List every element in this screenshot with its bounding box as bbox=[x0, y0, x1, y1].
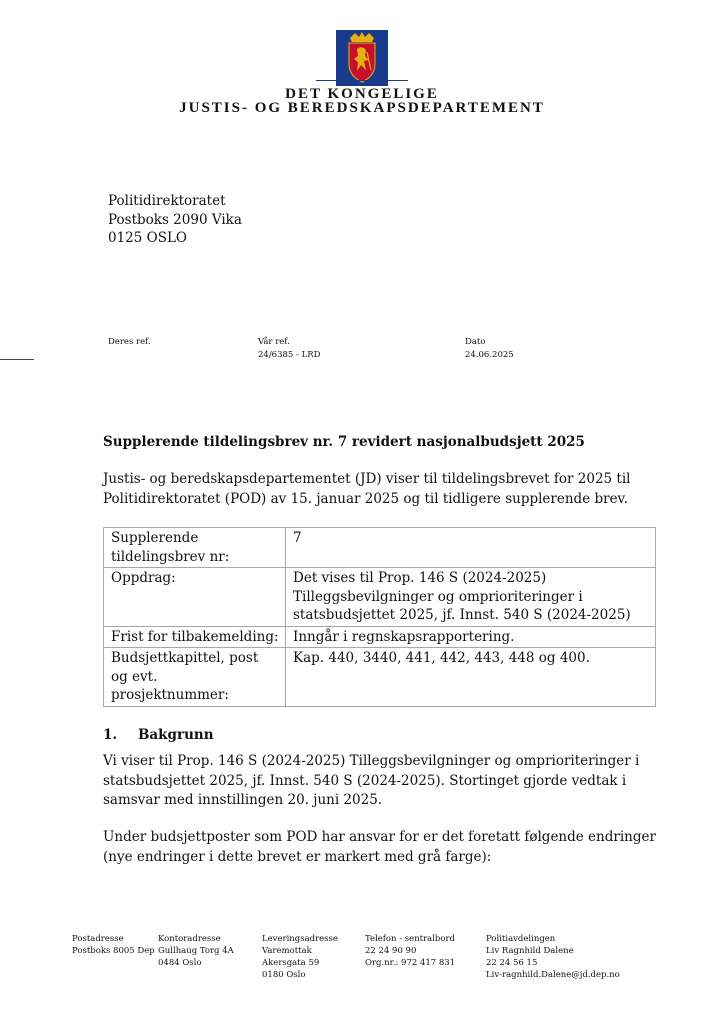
footer-line: Liv Ragnhild Dalene bbox=[486, 946, 574, 956]
footer-line: Akersgata 59 bbox=[262, 958, 320, 968]
deres-ref-label: Deres ref. bbox=[108, 337, 151, 347]
recipient-line: 0125 OSLO bbox=[108, 230, 187, 246]
table-key: Oppdrag: bbox=[104, 568, 286, 627]
ministry-name-line2: JUSTIS- OG BEREDSKAPSDEPARTEMENT bbox=[179, 100, 545, 116]
footer-line: Postboks 8005 Dep bbox=[72, 946, 155, 956]
footer-email-link[interactable]: Liv-ragnhild.Dalene@jd.dep.no bbox=[486, 970, 620, 980]
body-paragraph: Under budsjettposter som POD har ansvar for er det foretatt følgende endringer (nye endringer i dette brevet er markert med grå farge): bbox=[103, 829, 656, 865]
intro-paragraph: Justis- og beredskapsdepartementet (JD) viser til tildelingsbrevet for 2025 til Politidirektoratet (POD) av 15. januar 2025 og til tidligere supplerende brev. bbox=[103, 471, 631, 507]
footer-leveringsadresse bbox=[262, 933, 338, 981]
footer-kontoradresse bbox=[158, 933, 234, 969]
footer-line: 22 24 56 15 bbox=[486, 958, 538, 968]
body-paragraph: Vi viser til Prop. 146 S (2024-2025) Tilleggsbevilgninger og omprioriteringer i statsbudsjettet 2025, jf. Innst. 540 S (2024-2025). Stortinget gjorde vedtak i samsvar med innstillingen 20. juni 2025. bbox=[103, 753, 640, 808]
date-value: 24.06.2025 bbox=[465, 350, 514, 360]
footer-line: Org.nr.: 972 417 831 bbox=[365, 958, 456, 968]
date-label: Dato bbox=[465, 337, 486, 347]
table-value: Det vises til Prop. 146 S (2024-2025) Tilleggsbevilgninger og omprioriteringer i statsbudsjettet 2025, jf. Innst. 540 S (2024-2025) bbox=[286, 568, 656, 627]
footer-label: Politiavdelingen bbox=[486, 934, 556, 944]
footer-label: Leveringsadresse bbox=[262, 934, 338, 944]
section-title: Bakgrunn bbox=[138, 727, 214, 743]
var-ref bbox=[258, 336, 320, 362]
footer-line: Gullhaug Torg 4A bbox=[158, 946, 234, 956]
section-number: 1. bbox=[103, 727, 118, 743]
recipient-line: Postboks 2090 Vika bbox=[108, 211, 242, 228]
table-key: Frist for tilbakemelding: bbox=[104, 626, 286, 648]
date-ref bbox=[465, 336, 514, 362]
table-key: Budsjettkapittel, post og evt. prosjektnummer: bbox=[104, 648, 286, 707]
footer-telefon bbox=[365, 933, 455, 969]
deres-ref bbox=[108, 336, 151, 349]
table-row bbox=[104, 528, 656, 568]
footer-label: Postadresse bbox=[72, 934, 124, 944]
ministry-name-line1: DET KONGELIGE bbox=[285, 86, 439, 102]
letter-subject: Supplerende tildelingsbrev nr. 7 revidert nasjonalbudsjett 2025 bbox=[103, 434, 585, 450]
footer-label: Telefon - sentralbord bbox=[365, 934, 455, 944]
footer-postadresse bbox=[72, 933, 155, 957]
recipient-line: Politidirektoratet bbox=[108, 193, 226, 209]
footer-line: 22 24 90 90 bbox=[365, 946, 417, 956]
header-rule bbox=[316, 80, 408, 81]
recipient-address bbox=[108, 192, 242, 248]
fold-mark bbox=[0, 359, 34, 360]
table-key: Supplerende tildelingsbrev nr: bbox=[104, 528, 286, 568]
var-ref-value: 24/6385 - LRD bbox=[258, 350, 321, 360]
footer-line: Varemottak bbox=[262, 946, 312, 956]
footer-avdeling bbox=[486, 933, 620, 981]
assignment-table bbox=[103, 527, 656, 707]
table-row bbox=[104, 626, 656, 648]
table-value: 7 bbox=[286, 528, 656, 568]
table-value: Inngår i regnskapsrapportering. bbox=[286, 626, 656, 648]
footer-line: 0484 Oslo bbox=[158, 958, 202, 968]
coat-of-arms-logo bbox=[336, 30, 388, 86]
footer-label: Kontoradresse bbox=[158, 934, 221, 944]
table-value: Kap. 440, 3440, 441, 442, 443, 448 og 400. bbox=[286, 648, 656, 707]
footer-line: 0180 Oslo bbox=[262, 970, 306, 980]
table-row bbox=[104, 648, 656, 707]
var-ref-label: Vår ref. bbox=[258, 337, 290, 347]
table-row bbox=[104, 568, 656, 627]
